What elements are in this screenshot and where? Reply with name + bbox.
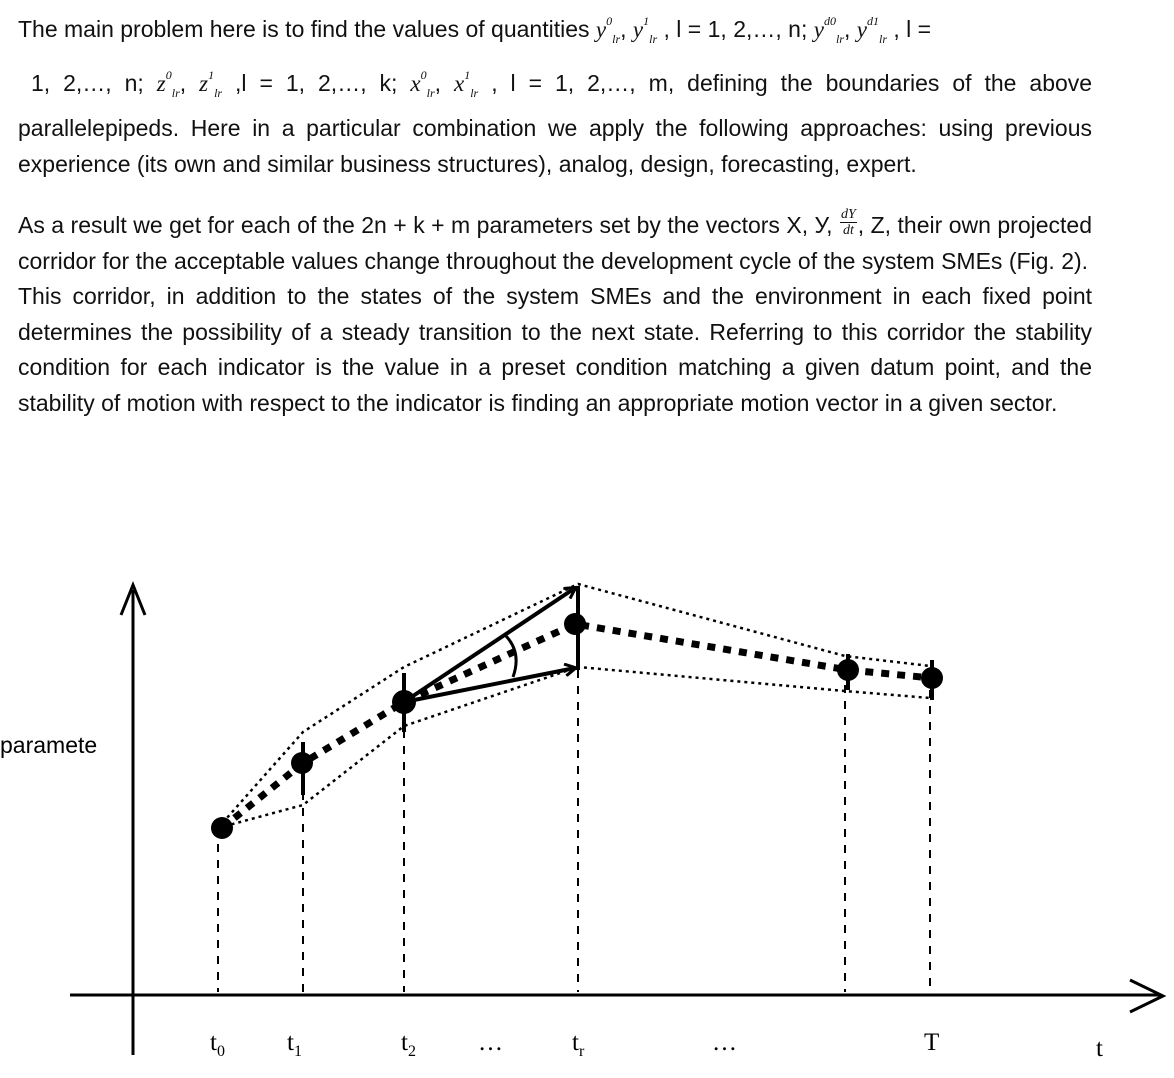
dy-dt-fraction: $\frac{dY}{dt}$ (840, 207, 856, 239)
p1-range-n-a: , l = 1, 2,…, n; (663, 16, 808, 42)
x-lr-1: $x^1_{lr}$ (454, 67, 479, 100)
y-lr-1: $y^1_{lr}$ (632, 14, 658, 46)
y-lr-0: $y^0_{lr}$ (595, 14, 621, 46)
y-lr-d1: $y^{d1}_{lr}$ (856, 14, 887, 46)
y-lr-d0: $y^{d0}_{lr}$ (813, 14, 844, 46)
x-axis-label: t (1096, 1035, 1103, 1062)
paragraph-1: The main problem here is to find the values of quantities $y^0_{lr}$, $y^1_{lr}$ , l = 1, 2,…, n; $y^{d0}_{lr}$, $y^{d1}_{lr}$ , l = 1, 2,…, n; $z^0_{lr}$, $z^1_{lr}$ ,l = 1, 2,…, k; $x^0_{lr}$, $x^1_{lr}$ , l = 1, 2,…, m, defining the boundaries of the above parallelepipeds. Here in a particular combination we apply the following approaches: using previous experience (its own and similar business structures), analog, design, forecasting, expert. (18, 14, 1093, 177)
y-axis-label: paramete (0, 732, 98, 758)
paragraph-2 (18, 208, 1092, 279)
state-point-t1 (291, 752, 313, 774)
p1-line1-start: The main problem here is to find the values of quantities (18, 16, 590, 42)
tick-label-1: $t_1$ (287, 1029, 302, 1060)
state-point-T (921, 667, 943, 689)
text-body (18, 4, 1092, 421)
paragraph-3: This corridor, in addition to the states of the system SMEs and the environment in each fixed point determines the possibility of a steady transition to the next state. Referring to this corridor the stability condition for each indicator is the value in a preset condition matching a given datum point, and the stability of motion with respect to the indicator is finding an appropriate motion vector in a given sector. (18, 283, 1092, 416)
figure-corridor (0, 560, 1174, 1078)
tick-labels (210, 1029, 939, 1060)
z-lr-1: $z^1_{lr}$ (199, 67, 223, 100)
p1-line3: parallelepipeds. Here in a particular combination we apply the following approaches: using previous experience (its own and similar business structures), analog, design, forecasting, expert. (18, 115, 1092, 177)
state-point-t4 (837, 659, 859, 681)
tick-label-3: … (478, 1029, 503, 1056)
p1-range-k: ,l = 1, 2,…, k; (235, 69, 398, 96)
tick-label-5: … (712, 1029, 737, 1056)
p2-start: As a result we get for each of the 2n + k + m parameters set by the vectors X, У, (18, 212, 833, 238)
state-point-tr (564, 613, 586, 635)
tick-label-0: $t_0$ (210, 1029, 225, 1060)
p1-line2-start: 1, 2,…, n; (30, 69, 144, 96)
x-lr-0: $x^0_{lr}$ (410, 67, 435, 100)
z-lr-0: $z^0_{lr}$ (156, 67, 180, 100)
p1-range-m: , l = 1, 2,…, m, defining the boundaries of the above (491, 69, 1093, 96)
tick-label-6: T (924, 1029, 940, 1056)
p2-end: , Z, their own projected corridor for the acceptable values change throughout the development cycle of the system SMEs (Fig. 2). (18, 212, 1093, 274)
p1-range-n-b: , l = (893, 16, 932, 42)
tick-label-2: $t_2$ (401, 1029, 416, 1060)
state-point-t0 (211, 817, 233, 839)
state-point-t2 (392, 690, 416, 714)
tick-label-4: $t_r$ (572, 1029, 585, 1060)
